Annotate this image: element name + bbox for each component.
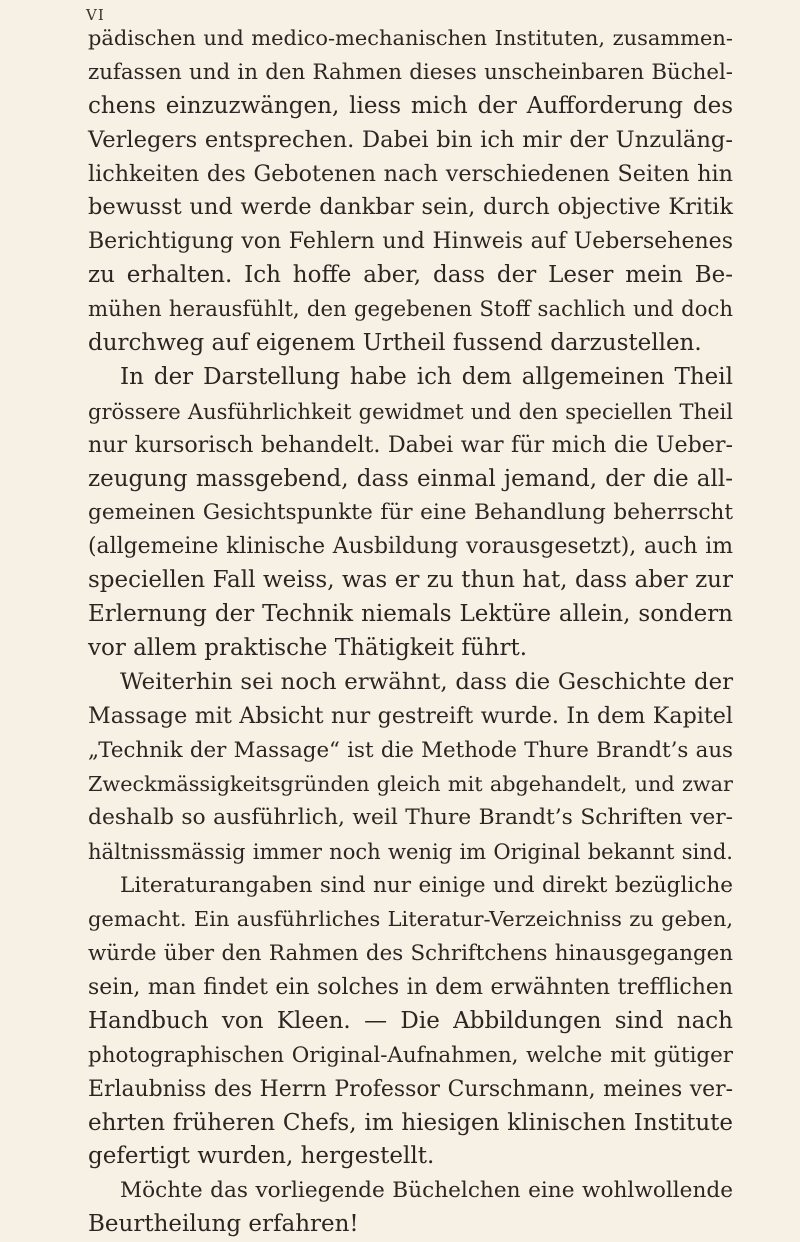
text-line: Erlaubniss des Herrn Professor Curschmann, meines ver- [88,1076,733,1102]
text-line: ehrten früheren Chefs, im hiesigen klinischen Institute [88,1109,733,1136]
text-line: photographischen Original-Aufnahmen, welche mit gütiger [88,1042,733,1068]
text-line: deshalb so ausführlich, weil Thure Brandt’s Schriften ver- [88,805,733,831]
paragraph-start-line: Literaturangaben sind nur einige und direkt bezügliche [120,873,733,899]
text-line: zu erhalten. Ich hoffe aber, dass der Leser mein Be- [88,262,733,289]
body-text [88,22,733,1242]
page-number: VI [86,6,105,24]
text-line: sein, man findet ein solches in dem erwähnten trefflichen [88,974,733,1000]
text-line: hältnissmässig immer noch wenig im Original bekannt sind. [88,839,733,865]
text-line: (allgemeine klinische Ausbildung vorausgesetzt), auch im [88,534,733,560]
text-line: Beurtheilung erfahren! [88,1211,359,1238]
text-line: pädischen und medico-mechanischen Instituten, zusammen- [88,26,733,50]
text-line: Handbuch von Kleen. — Die Abbildungen sind nach [88,1007,733,1034]
text-line: chens einzuzwängen, liess mich der Aufforderung des [88,92,733,119]
text-line: Verlegers entsprechen. Dabei bin ich mir der Unzuläng- [88,126,733,153]
paragraph-start-line: Weiterhin sei noch erwähnt, dass die Geschichte der [120,668,733,695]
text-line: nur kursorisch behandelt. Dabei war für mich die Ueber- [88,431,733,458]
text-line: speciellen Fall weiss, was er zu thun hat, dass aber zur [88,567,733,594]
text-line: zufassen und in den Rahmen dieses unscheinbaren Büchel- [88,59,733,85]
text-line: gefertigt wurden, hergestellt. [88,1143,435,1170]
text-line: lichkeiten des Gebotenen nach verschiedenen Seiten hin [88,160,733,187]
paragraph-start-line: In der Darstellung habe ich dem allgemeinen Theil [120,363,733,390]
text-line: durchweg auf eigenem Urtheil fussend darzustellen. [88,330,702,357]
text-line: würde über den Rahmen des Schriftchens hinausgegangen [88,941,733,967]
paragraph-start-line: Möchte das vorliegende Büchelchen eine wohlwollende [120,1178,733,1204]
text-line: bewusst und werde dankbar sein, durch objective Kritik [88,194,733,221]
text-line: Erlernung der Technik niemals Lektüre allein, sondern [88,601,733,628]
text-line: Massage mit Absicht nur gestreift wurde. In dem Kapitel [88,702,733,729]
text-line: grössere Ausführlichkeit gewidmet und den speciellen Theil [88,398,733,424]
text-line: zeugung massgebend, dass einmal jemand, der die all- [88,465,733,492]
text-line: vor allem praktische Thätigkeit führt. [88,635,528,662]
text-line: „Technik der Massage“ ist die Methode Thure Brandt’s aus [88,737,733,763]
text-line: mühen herausfühlt, den gegebenen Stoff sachlich und doch [88,297,733,323]
text-line: gemacht. Ein ausführliches Literatur-Verzeichniss zu geben, [88,907,733,932]
text-line: Zweckmässigkeitsgründen gleich mit abgehandelt, und zwar [88,771,733,796]
text-line: Berichtigung von Fehlern und Hinweis auf Uebersehenes [88,229,733,255]
text-line: gemeinen Gesichtspunkte für eine Behandlung beherrscht [88,500,733,526]
